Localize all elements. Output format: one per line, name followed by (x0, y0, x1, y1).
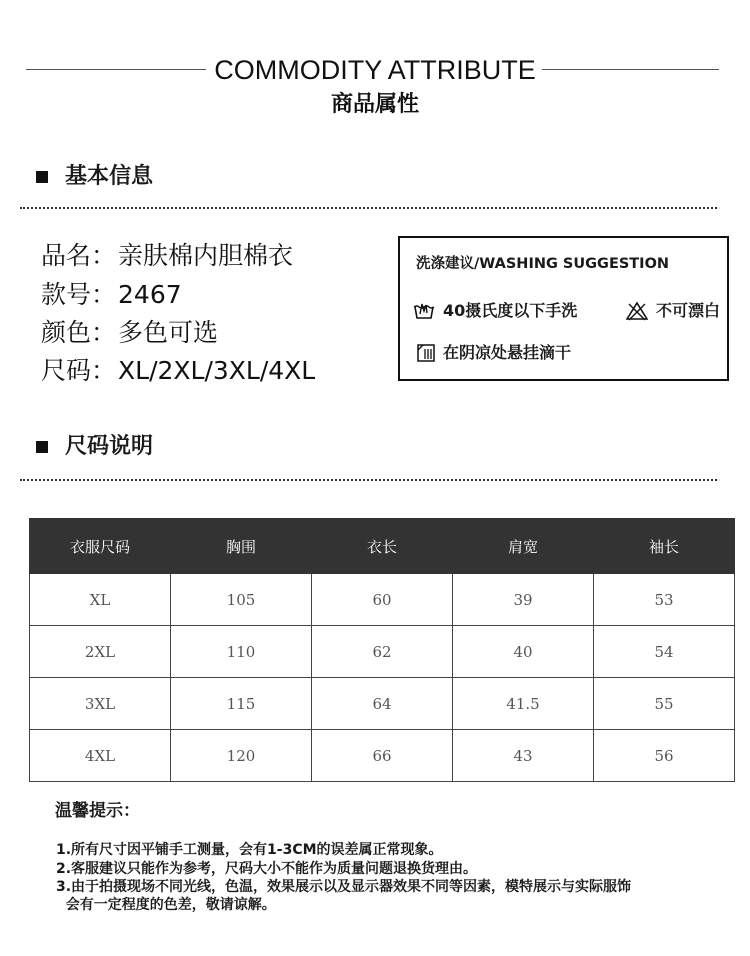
table-cell: XL (30, 574, 171, 626)
wash-item-no-bleach (626, 300, 720, 322)
wash-item-hand-wash (413, 300, 577, 322)
table-cell: 41.5 (453, 678, 594, 730)
table-cell: 105 (171, 574, 312, 626)
tip-line: 1.所有尺寸因平铺手工测量，会有1-3CM的误差属正常现象。 (56, 842, 443, 858)
wash-item-text: 40摄氏度以下手洗 (443, 301, 578, 320)
info-row-style-no (41, 279, 182, 311)
table-cell: 54 (594, 626, 735, 678)
table-row (30, 574, 735, 626)
table-row (30, 626, 735, 678)
washing-title: 洗涤建议/WASHING SUGGESTION (416, 256, 670, 272)
header-title-en: COMMODITY ATTRIBUTE (0, 53, 750, 87)
tip-line: 2.客服建议只能作为参考，尺码大小不能作为质量问题退换货理由。 (56, 861, 478, 877)
info-value: 亲肤棉内胆棉衣 (118, 241, 294, 270)
table-row (30, 730, 735, 782)
table-header-cell: 衣服尺码 (30, 519, 171, 574)
tip-line: 会有一定程度的色差，敬请谅解。 (56, 897, 276, 913)
size-table (29, 518, 735, 782)
info-label: 尺码： (41, 356, 117, 385)
washing-suggestion-box (398, 236, 729, 381)
table-cell: 120 (171, 730, 312, 782)
basic-info-title-text: 基本信息 (65, 164, 154, 189)
table-cell: 40 (453, 626, 594, 678)
info-row-size (41, 355, 315, 387)
table-cell: 43 (453, 730, 594, 782)
info-value: XL/2XL/3XL/4XL (118, 356, 316, 385)
table-header-row (30, 519, 735, 574)
section-divider (20, 479, 717, 481)
tip-line: 3.由于拍摄现场不同光线，色温，效果展示以及显示器效果不同等因素，模特展示与实际服饰 (56, 879, 632, 895)
table-cell: 115 (171, 678, 312, 730)
table-header-cell: 肩宽 (453, 519, 594, 574)
header-title-cn: 商品属性 (330, 92, 419, 117)
wash-item-line-dry (417, 342, 571, 364)
tips-title: 温馨提示： (55, 801, 140, 821)
info-value: 2467 (118, 280, 182, 309)
table-cell: 56 (594, 730, 735, 782)
no-bleach-icon (626, 301, 648, 321)
table-cell: 39 (453, 574, 594, 626)
wash-item-text: 在阴凉处悬挂滴干 (443, 343, 572, 362)
hand-wash-icon (413, 301, 435, 321)
size-title-text: 尺码说明 (65, 434, 154, 459)
info-row-name (41, 240, 293, 272)
table-header-cell: 胸围 (171, 519, 312, 574)
info-label: 颜色： (41, 318, 117, 347)
info-label: 款号： (41, 280, 117, 309)
table-header-cell: 衣长 (312, 519, 453, 574)
table-cell: 66 (312, 730, 453, 782)
table-cell: 55 (594, 678, 735, 730)
square-bullet-icon (36, 441, 48, 453)
size-section-title (36, 433, 153, 461)
table-cell: 2XL (30, 626, 171, 678)
table-cell: 110 (171, 626, 312, 678)
section-divider (20, 207, 717, 209)
table-cell: 60 (312, 574, 453, 626)
basic-info-section-title (36, 163, 153, 191)
line-dry-shade-icon (417, 344, 435, 362)
table-cell: 4XL (30, 730, 171, 782)
square-bullet-icon (36, 171, 48, 183)
table-cell: 62 (312, 626, 453, 678)
info-label: 品名： (41, 241, 117, 270)
info-row-color (41, 317, 218, 349)
info-value: 多色可选 (118, 318, 219, 347)
table-cell: 3XL (30, 678, 171, 730)
table-cell: 64 (312, 678, 453, 730)
table-header-cell: 袖长 (594, 519, 735, 574)
table-row (30, 678, 735, 730)
table-cell: 53 (594, 574, 735, 626)
wash-item-text: 不可漂白 (656, 301, 721, 320)
